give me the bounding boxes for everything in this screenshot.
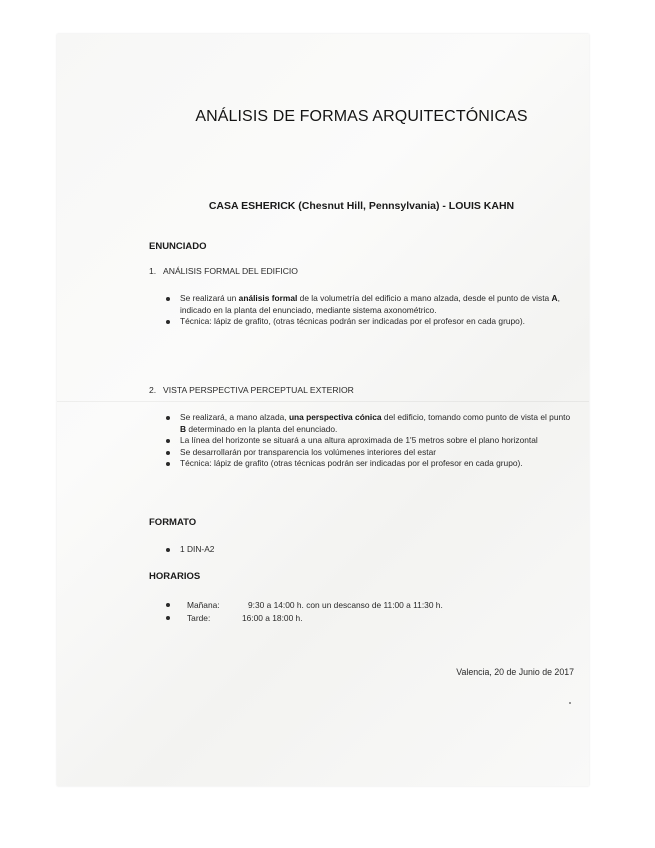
section-2-bullet-1: [149, 412, 574, 435]
bullet-text: de la volumetría del edificio a mano alzada, desde el punto de vista: [297, 293, 552, 303]
horarios-heading: HORARIOS: [149, 571, 201, 582]
section-1-number: 1.: [149, 266, 157, 276]
document-title: ANÁLISIS DE FORMAS ARQUITECTÓNICAS: [195, 108, 528, 125]
section-2-title: [149, 385, 354, 395]
section-2-bullet-2: La línea del horizonte se situará a una altura aproximada de 1'5 metros sobre el plano horizontal: [149, 435, 574, 447]
bullet-bold-text: B: [180, 423, 187, 434]
document-signoff: Valencia, 20 de Junio de 2017: [456, 667, 574, 677]
section-1-bullet-1: [149, 293, 574, 316]
horario-afternoon-label: Tarde:: [187, 612, 211, 623]
formato-list: [149, 544, 574, 556]
horario-afternoon-value: 16:00 a 18:00 h.: [242, 612, 303, 623]
bullet-bold-text: una perspectiva cónica: [288, 412, 382, 422]
section-1-title: [149, 266, 298, 276]
section-2-bullet-4: Técnica: lápiz de grafito (otras técnicas podrán ser indicadas por el profesor en cada grupo).: [149, 458, 574, 470]
section-1-title-text: ANÁLISIS FORMAL DEL EDIFICIO: [163, 266, 298, 276]
section-1-bullets: [149, 293, 574, 328]
horario-afternoon: [149, 612, 574, 625]
bullet-text: , indicado en la planta del enunciado, mediante sistema axonométrico.: [180, 293, 560, 315]
bullet-text: Se realizará, a mano alzada,: [180, 412, 289, 422]
paper-crease: [57, 401, 589, 402]
section-2-number: 2.: [149, 385, 157, 395]
section-2-bullet-3: Se desarrollarán por transparencia los volúmenes interiores del estar: [149, 447, 574, 459]
document-subtitle: CASA ESHERICK (Chesnut Hill, Pennsylvania) - LOUIS KAHN: [208, 200, 515, 212]
horarios-list: [149, 599, 574, 624]
section-2-title-text: VISTA PERSPECTIVA PERCEPTUAL EXTERIOR: [163, 385, 354, 395]
formato-heading: FORMATO: [149, 517, 197, 528]
section-2-bullets: [149, 412, 574, 470]
bullet-bold-text: A: [551, 293, 558, 303]
horario-morning-label: Mañana:: [187, 600, 220, 610]
bullet-text: del edificio, tomando como punto de vista el punto: [381, 412, 571, 422]
formato-item: 1 DIN-A2: [149, 544, 574, 556]
bullet-bold-text: análisis formal: [238, 293, 298, 303]
bullet-text: determinado en la planta del enunciado.: [186, 423, 338, 434]
bullet-text: Se realizará un: [180, 293, 239, 303]
horario-morning: [149, 599, 574, 612]
horario-morning-value: 9:30 a 14:00 h. con un descanso de 11:00 a 11:30 h.: [248, 600, 443, 610]
paper-sheet: [57, 34, 589, 786]
paper-speck: [569, 702, 571, 704]
section-1-bullet-2: Técnica: lápiz de grafito, (otras técnicas podrán ser indicadas por el profesor en cada grupo).: [149, 316, 574, 328]
enunciado-heading: ENUNCIADO: [149, 241, 207, 252]
